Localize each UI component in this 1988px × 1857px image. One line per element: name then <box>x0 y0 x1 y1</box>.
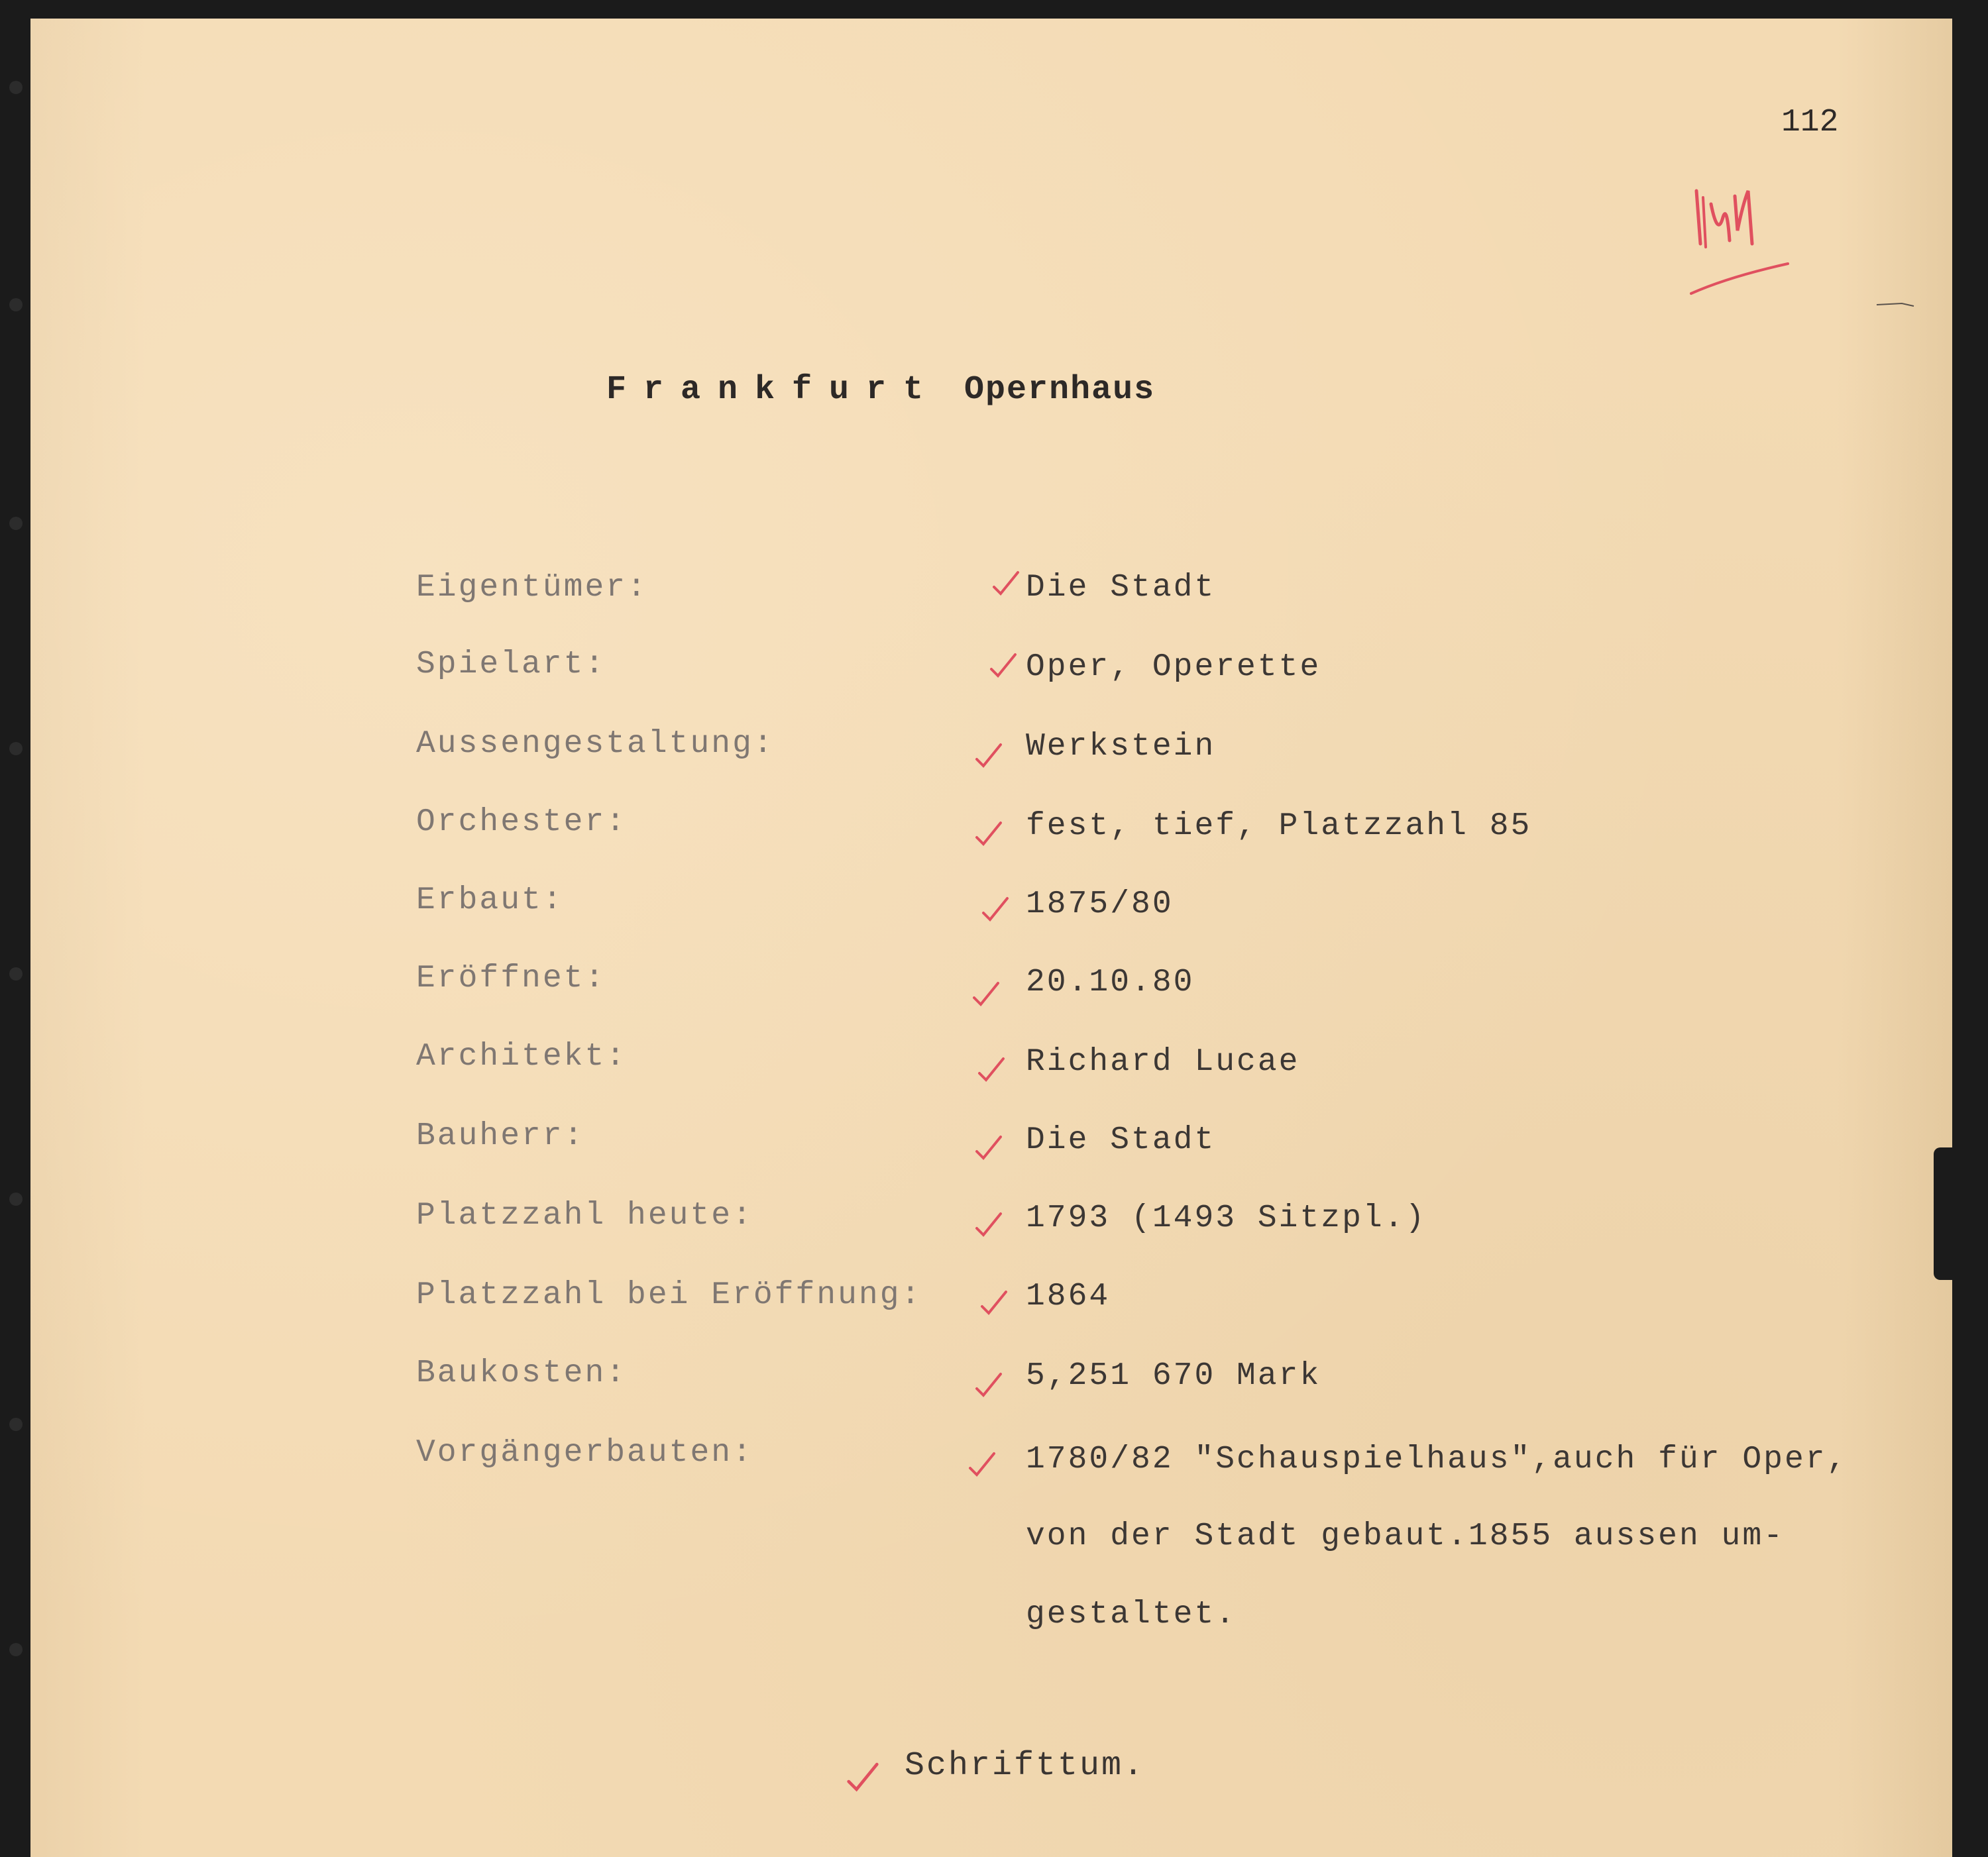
field-label-exterior: Aussengestaltung: <box>416 726 775 762</box>
check-mark-icon <box>977 1055 1006 1084</box>
field-value-orchestra: fest, tief, Platzzahl 85 <box>1026 808 1532 844</box>
field-label-genre: Spielart: <box>416 647 606 682</box>
field-label-orchestra: Orchester: <box>416 804 628 840</box>
field-label-seats-today: Platzzahl heute: <box>416 1198 753 1234</box>
document-title <box>606 371 1155 409</box>
field-value-costs: 5,251 670 Mark <box>1026 1358 1321 1394</box>
page-number: 112 <box>1781 105 1839 140</box>
field-label-built: Erbaut: <box>416 882 564 918</box>
check-mark-icon <box>971 979 1001 1008</box>
field-value-predecessors-line-3: gestaltet. <box>1026 1597 1237 1632</box>
field-value-genre: Oper, Operette <box>1026 649 1321 685</box>
punch-hole <box>9 81 23 94</box>
punch-hole <box>9 1193 23 1206</box>
check-mark-icon <box>979 1288 1009 1317</box>
literature-heading: Schrifttum. <box>905 1747 1146 1785</box>
check-mark-icon <box>974 1133 1003 1162</box>
check-mark-icon <box>991 568 1021 598</box>
check-mark-icon <box>989 651 1018 680</box>
field-label-owner: Eigentümer: <box>416 570 648 606</box>
punch-hole <box>9 298 23 311</box>
check-mark-icon <box>974 1370 1003 1399</box>
punch-hole <box>9 967 23 981</box>
check-mark-icon <box>967 1450 997 1479</box>
punch-hole <box>9 742 23 755</box>
handwritten-initials-mark <box>1688 178 1808 310</box>
title-city: Frankfurt <box>606 371 941 409</box>
field-value-predecessors-line-1: 1780/82 "Schauspielhaus",auch für Oper, <box>1026 1442 1848 1477</box>
field-label-seats-opening: Platzzahl bei Eröffnung: <box>416 1277 922 1313</box>
field-value-predecessors-line-2: von der Stadt gebaut.1855 aussen um- <box>1026 1518 1785 1554</box>
title-house: Opernhaus <box>964 371 1156 409</box>
field-label-opened: Eröffnet: <box>416 961 606 996</box>
field-value-seats-opening: 1864 <box>1026 1279 1111 1314</box>
punch-hole <box>9 1418 23 1431</box>
field-label-architect: Architekt: <box>416 1039 628 1075</box>
punch-hole <box>9 517 23 530</box>
field-value-exterior: Werkstein <box>1026 729 1216 765</box>
field-label-costs: Baukosten: <box>416 1355 628 1391</box>
field-value-built: 1875/80 <box>1026 886 1174 922</box>
check-mark-icon <box>974 1210 1003 1239</box>
paper-edge-notch <box>1934 1147 1958 1280</box>
check-mark-icon <box>846 1760 880 1794</box>
field-value-opened: 20.10.80 <box>1026 965 1195 1000</box>
ink-smudge <box>1875 299 1915 309</box>
check-mark-icon <box>974 819 1003 848</box>
field-value-client: Die Stadt <box>1026 1122 1216 1158</box>
punch-hole <box>9 1643 23 1656</box>
paper-sheet <box>30 19 1952 1857</box>
check-mark-icon <box>981 894 1010 924</box>
field-label-client: Bauherr: <box>416 1118 585 1154</box>
field-value-seats-today: 1793 (1493 Sitzpl.) <box>1026 1200 1427 1236</box>
check-mark-icon <box>974 741 1003 770</box>
field-label-predecessors: Vorgängerbauten: <box>416 1435 753 1471</box>
field-value-owner: Die Stadt <box>1026 570 1216 606</box>
field-value-architect: Richard Lucae <box>1026 1044 1300 1080</box>
